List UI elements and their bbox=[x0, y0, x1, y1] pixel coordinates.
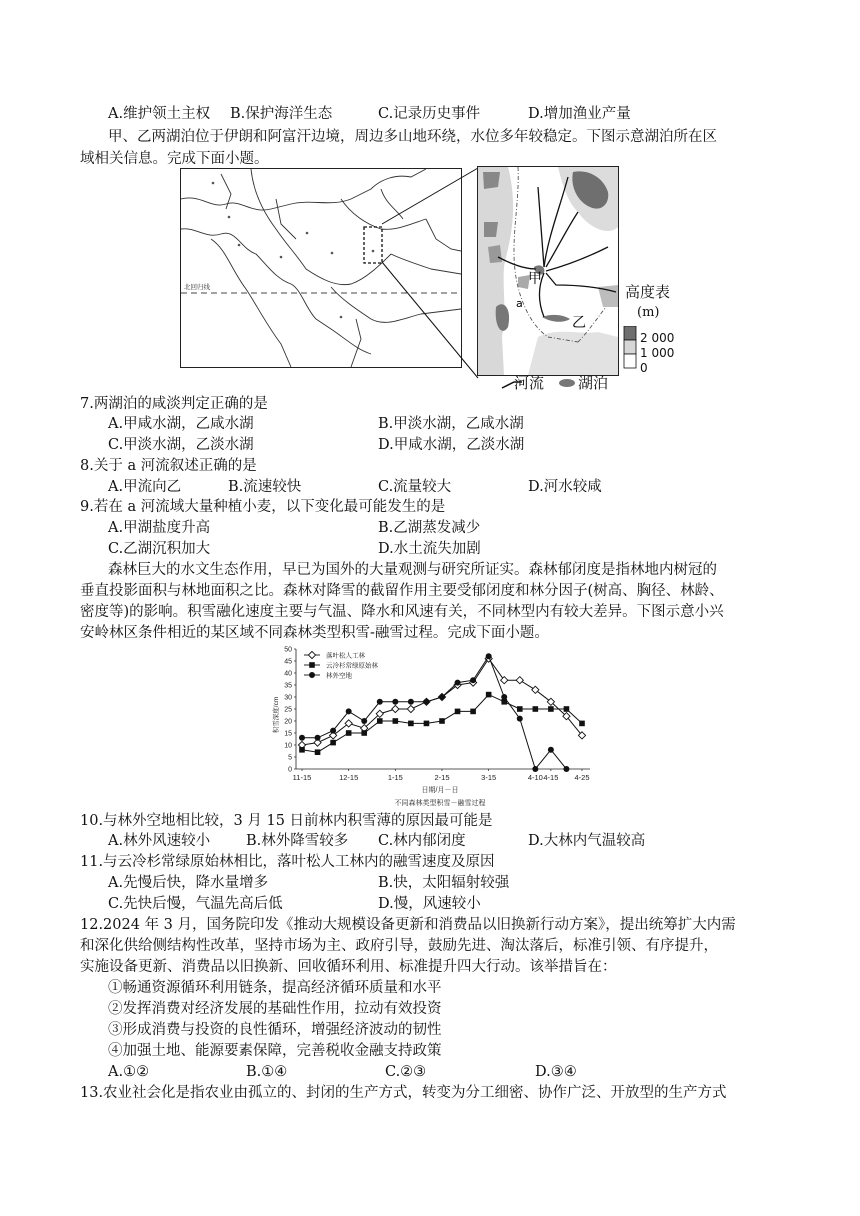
intro2-line1: 森林巨大的水文生态作用，早已为国外的大量观测与研究所证实。森林郁闭度是指林地内树冠的 bbox=[108, 562, 717, 578]
chart-point-2 bbox=[423, 699, 429, 705]
q10-option-d: D.大林内气温较高 bbox=[528, 833, 646, 849]
lake-yi-label: 乙 bbox=[572, 315, 586, 331]
legend-title: 高度表 bbox=[625, 283, 671, 301]
chart-point-1 bbox=[548, 706, 554, 712]
q12-stem-line2: 和深化供给侧结构性改革，坚持市场为主、政府引导，鼓励先进、淘汰落后，标准引领、有序提升， bbox=[80, 938, 718, 954]
chart-point-2 bbox=[315, 735, 321, 741]
chart-point-1 bbox=[455, 709, 461, 715]
q12-item-3: ③形成消费与投资的良性循环，增强经济波动的韧性 bbox=[108, 1022, 442, 1038]
chart-x-tick-label: 2-15 bbox=[434, 773, 450, 782]
intro2-line2: 垂直投影面积与林地面积之比。森林对降雪的截留作用主要受郁闭度和林分因子(树高、胸径、林龄、 bbox=[80, 583, 724, 599]
chart-point-1 bbox=[486, 692, 492, 698]
q8-option-a: A.甲流向乙 bbox=[108, 479, 182, 495]
q12-item-1: ①畅通资源循环利用链条，提高经济循环质量和水平 bbox=[108, 980, 442, 996]
chart-x-tick-label: 1-15 bbox=[387, 773, 403, 782]
q12-option-b: B.①④ bbox=[246, 1064, 288, 1080]
chart-point-2 bbox=[563, 766, 569, 772]
q9-option-c: C.乙湖沉积加大 bbox=[108, 541, 211, 557]
q8-option-d: D.河水较咸 bbox=[528, 479, 602, 495]
q12-option-d: D.③④ bbox=[535, 1064, 577, 1080]
q7-option-c: C.甲淡水湖，乙淡水湖 bbox=[108, 437, 254, 453]
q13-stem-line1: 13.农业社会化是指农业由孤立的、封闭的生产方式，转变为分工细密、协作广泛、开放型的生产方式 bbox=[80, 1085, 727, 1101]
detail-map bbox=[477, 166, 619, 376]
chart-x-tick-label: 4-15 bbox=[543, 773, 559, 782]
chart-point-2 bbox=[392, 699, 398, 705]
chart-legend-marker bbox=[309, 672, 315, 678]
chart-x-tick-label: 4-25 bbox=[574, 773, 590, 782]
chart-point-0 bbox=[407, 705, 414, 712]
chart-point-1 bbox=[564, 706, 570, 712]
chart-y-tick-label: 40 bbox=[284, 670, 292, 678]
legend-lake: 湖泊 bbox=[578, 374, 609, 392]
q7-option-a: A.甲咸水湖，乙咸水湖 bbox=[108, 416, 254, 432]
q12-item-4: ④加强土地、能源要素保障，完善税收金融支持政策 bbox=[108, 1043, 442, 1059]
intro2-line3: 密度等)的影响。积雪融化速度主要与气温、降水和风速有关，不同林型内有较大差异。下图示意小兴 bbox=[80, 604, 724, 620]
q7-option-b: B.甲淡水湖，乙咸水湖 bbox=[378, 416, 524, 432]
q8-option-b: B.流速较快 bbox=[228, 479, 302, 495]
chart-point-0 bbox=[501, 677, 508, 684]
chart-y-tick-label: 25 bbox=[284, 706, 292, 714]
tropic-label: 北回归线 bbox=[184, 283, 210, 291]
q6-option-c: C.记录历史事件 bbox=[378, 106, 481, 122]
chart-point-2 bbox=[377, 699, 383, 705]
chart-y-tick-label: 50 bbox=[284, 646, 292, 654]
q9-stem: 9.若在 a 河流域大量种植小麦，以下变化最可能发生的是 bbox=[80, 499, 446, 515]
chart-point-1 bbox=[393, 718, 399, 724]
chart-legend-marker bbox=[308, 651, 315, 658]
chart-point-2 bbox=[299, 735, 305, 741]
q7-stem: 7.两湖泊的咸淡判定正确的是 bbox=[80, 396, 268, 412]
chart-point-1 bbox=[517, 706, 523, 712]
chart-y-tick-label: 5 bbox=[288, 754, 292, 762]
q6-option-d: D.增加渔业产量 bbox=[528, 106, 631, 122]
height-legend bbox=[622, 326, 692, 376]
chart-x-tick-label: 3-15 bbox=[481, 773, 497, 782]
q12-stem-line3: 实施设备更新、消费品以旧换新、回收循环利用、标准提升四大行动。该举措旨在： bbox=[80, 959, 617, 975]
q12-option-c: C.②③ bbox=[385, 1064, 427, 1080]
chart-point-2 bbox=[455, 680, 461, 686]
chart-legend-label: 落叶松人工林 bbox=[326, 652, 365, 660]
q12-item-2: ②发挥消费对经济发展的基础性作用，拉动有效投资 bbox=[108, 1001, 442, 1017]
chart-y-tick-label: 10 bbox=[284, 742, 292, 750]
q8-option-c: C.流量较大 bbox=[378, 479, 452, 495]
legend-val-2000: 2 000 bbox=[640, 331, 675, 345]
chart-legend-label: 云冷杉常绿原始林 bbox=[326, 662, 378, 670]
q11-option-d: D.慢，风速较小 bbox=[378, 896, 481, 912]
chart-y-tick-label: 45 bbox=[284, 658, 292, 666]
chart-x-tick-label: 12-15 bbox=[339, 773, 359, 782]
chart-point-1 bbox=[361, 730, 367, 736]
zoom-connector bbox=[380, 166, 480, 381]
q11-stem: 11.与云冷杉常绿原始林相比，落叶松人工林内的融雪速度及原因 bbox=[80, 854, 495, 870]
q8-stem: 8.关于 a 河流叙述正确的是 bbox=[80, 458, 257, 474]
river-a-label: a bbox=[516, 297, 523, 310]
chart-point-1 bbox=[579, 721, 585, 727]
chart-x-tick-label: 4-10 bbox=[527, 773, 543, 782]
q11-option-a: A.先慢后快，降水量增多 bbox=[108, 875, 269, 891]
chart-point-2 bbox=[330, 728, 336, 734]
q10-option-a: A.林外风速较小 bbox=[108, 833, 211, 849]
chart-point-1 bbox=[408, 721, 414, 727]
chart-legend-label: 林外空地 bbox=[326, 672, 352, 680]
chart-point-2 bbox=[532, 766, 538, 772]
legend-val-0: 0 bbox=[640, 361, 648, 375]
chart-point-1 bbox=[299, 747, 305, 753]
legend-unit: (m) bbox=[637, 305, 660, 320]
lake-jia-label: 甲 bbox=[528, 271, 542, 287]
chart-y-tick-label: 0 bbox=[288, 766, 292, 774]
chart-point-1 bbox=[424, 721, 430, 727]
chart-point-1 bbox=[315, 749, 321, 755]
chart-ylabel: 积雪深度/cm bbox=[273, 696, 280, 734]
chart-point-1 bbox=[330, 740, 336, 746]
chart-y-tick-label: 30 bbox=[284, 694, 292, 702]
chart-point-1 bbox=[346, 730, 352, 736]
chart-point-1 bbox=[377, 718, 383, 724]
chart-point-2 bbox=[548, 747, 554, 753]
q12-option-a: A.①② bbox=[108, 1064, 150, 1080]
chart-point-0 bbox=[392, 705, 399, 712]
q9-option-b: B.乙湖蒸发减少 bbox=[378, 520, 481, 536]
chart-y-tick-label: 20 bbox=[284, 718, 292, 726]
chart-caption: 不同森林类型积雪－融雪过程 bbox=[394, 800, 486, 807]
legend-river: 河流 bbox=[514, 374, 545, 392]
chart-point-2 bbox=[486, 653, 492, 659]
q11-option-c: C.先快后慢，气温先高后低 bbox=[108, 896, 283, 912]
q9-option-d: D.水土流失加剧 bbox=[378, 541, 481, 557]
chart-legend bbox=[304, 651, 379, 680]
chart-point-1 bbox=[470, 709, 476, 715]
chart-xlabel: 日期/月－日 bbox=[421, 787, 459, 794]
q6-option-b: B.保护海洋生态 bbox=[230, 106, 333, 122]
legend-val-1000: 1 000 bbox=[640, 346, 675, 360]
q10-option-b: B.林外降雪较多 bbox=[246, 833, 349, 849]
chart-point-2 bbox=[470, 677, 476, 683]
lake-legend-icon bbox=[557, 377, 577, 389]
chart-point-1 bbox=[439, 718, 445, 724]
q9-option-a: A.甲湖盐度升高 bbox=[108, 520, 211, 536]
q12-stem-line1: 12.2024 年 3 月，国务院印发《推动大规模设备更新和消费品以旧换新行动方案》，提出统筹扩大内需 bbox=[80, 917, 736, 933]
snow-depth-chart bbox=[268, 643, 598, 809]
chart-point-2 bbox=[346, 708, 352, 714]
chart-point-2 bbox=[501, 694, 507, 700]
chart-point-1 bbox=[533, 706, 539, 712]
q10-option-c: C.林内郁闭度 bbox=[378, 833, 466, 849]
chart-point-0 bbox=[516, 677, 523, 684]
chart-point-2 bbox=[439, 694, 445, 700]
q11-option-b: B.快，太阳辐射较强 bbox=[378, 875, 510, 891]
q6-option-a: A.维护领土主权 bbox=[108, 106, 211, 122]
intro2-line4: 安岭林区条件相近的某区域不同森林类型积雪-融雪过程。完成下面小题。 bbox=[80, 625, 549, 641]
chart-point-2 bbox=[408, 699, 414, 705]
q10-stem: 10.与林外空地相比较，3 月 15 日前林内积雪薄的原因最可能是 bbox=[80, 813, 493, 829]
q7-option-d: D.甲咸水湖，乙淡水湖 bbox=[378, 437, 525, 453]
chart-y-tick-label: 15 bbox=[284, 730, 292, 738]
chart-point-2 bbox=[517, 716, 523, 722]
chart-legend-marker bbox=[309, 662, 315, 668]
chart-point-2 bbox=[361, 718, 367, 724]
intro1-line2: 域相关信息。完成下面小题。 bbox=[80, 151, 269, 167]
chart-x-tick-label: 11-15 bbox=[292, 773, 312, 782]
chart-y-tick-label: 35 bbox=[284, 682, 292, 690]
intro1-line1: 甲、乙两湖泊位于伊朗和阿富汗边境，周边多山地环绕，水位多年较稳定。下图示意湖泊所在区 bbox=[108, 129, 717, 145]
detail-map-drawing bbox=[478, 167, 618, 375]
